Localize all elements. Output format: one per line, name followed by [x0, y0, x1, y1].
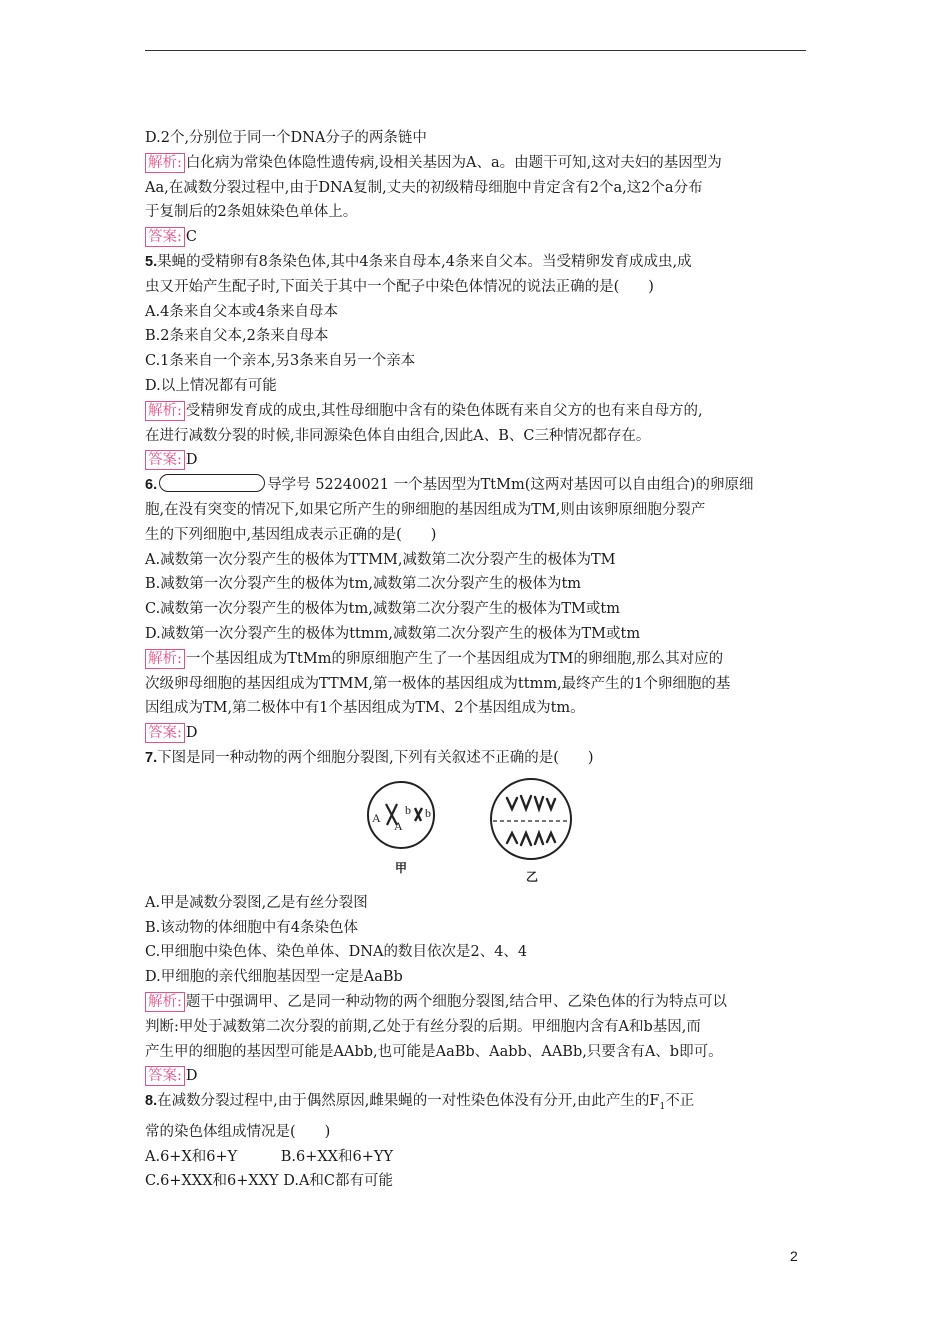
- explanation-label: 解析:: [145, 153, 185, 173]
- answer-label: 答案:: [145, 1066, 185, 1086]
- cell-yi-membrane: [491, 779, 571, 859]
- cell-label-yi: 乙: [526, 869, 539, 884]
- q6-explanation-line: 解析: 一个基因组成为TtMm的卵原细胞产生了一个基因组成为TM的卵细胞,那么其对应的: [145, 647, 810, 672]
- q4-explanation-line: 于复制后的2条姐妹染色单体上。: [145, 204, 358, 221]
- q5-answer: [145, 448, 810, 473]
- q7-option-b: B.该动物的体细胞中有4条染色体: [145, 919, 358, 936]
- q4-option-d: D.2个,分别位于同一个DNA分子的两条链中: [145, 130, 427, 146]
- q6-option-b: B.减数第一次分裂产生的极体为tm,减数第二次分裂产生的极体为tm: [145, 576, 582, 593]
- page-number: 2: [790, 1248, 798, 1264]
- q8-number: 8.: [145, 1093, 158, 1110]
- q7-answer: [145, 1064, 810, 1089]
- q5-answer-value: D: [185, 452, 198, 469]
- gene-label-a-1: A: [372, 810, 381, 825]
- q6-option-d: D.减数第一次分裂产生的极体为ttmm,减数第二次分裂产生的极体为TM或tm: [145, 625, 641, 642]
- q6-explanation-line: 次级卵母细胞的基因组成为TTMM,第一极体的基因组成为ttmm,最终产生的1个卵细胞的基: [145, 675, 731, 692]
- q5-option-d: D.以上情况都有可能: [145, 377, 277, 394]
- q4-explanation-line: 解析: 白化病为常染色体隐性遗传病,设相关基因为A、a。由题干可知,这对夫妇的基因型为: [145, 151, 810, 176]
- cell-yi-chromosomes-bottom: [507, 833, 555, 845]
- q4-answer: [145, 225, 810, 250]
- q8-options-row-2: C.6+XXX和6+XXY D.A和C都有可能: [145, 1173, 394, 1190]
- q5-number: 5.: [145, 253, 158, 270]
- answer-label: 答案:: [145, 227, 185, 247]
- cell-jia-chromosome-small: [415, 808, 422, 821]
- q7-option-c: C.甲细胞中染色体、染色单体、DNA的数目依次是2、4、4: [145, 944, 528, 961]
- q7-option-a: A.甲是减数分裂图,乙是有丝分裂图: [145, 894, 368, 911]
- q6-option-a: A.减数第一次分裂产生的极体为TTMM,减数第二次分裂产生的极体为TM: [145, 551, 616, 568]
- cell-diagram: [367, 771, 587, 889]
- q6-number: 6.: [145, 477, 158, 494]
- q5-option-a: A.4条来自父本或4条来自母本: [145, 303, 339, 320]
- page-content: [145, 126, 810, 1194]
- q7-explanation-line: 产生甲的细胞的基因型可能是AAbb,也可能是AaBb、Aabb、AABb,只要含有A、b即可。: [145, 1043, 723, 1060]
- q5-option-b: B.2条来自父本,2条来自母本: [145, 328, 329, 345]
- q6-answer-value: D: [185, 725, 198, 742]
- q8-stem: 常的染色体组成情况是( ): [145, 1123, 331, 1140]
- explanation-label: 解析:: [145, 401, 185, 421]
- q6-answer: [145, 721, 810, 746]
- q7-stem: 7.下图是同一种动物的两个细胞分裂图,下列有关叙述不正确的是( ): [145, 749, 594, 766]
- q5-option-c: C.1条来自一个亲本,另3条来自另一个亲本: [145, 353, 416, 370]
- q5-stem: 虫又开始产生配子时,下面关于其中一个配子中染色体情况的说法正确的是( ): [145, 278, 654, 295]
- q4-answer-value: C: [185, 229, 197, 246]
- gene-label-b-2: b: [425, 805, 431, 820]
- q8-stem: 8.在减数分裂过程中,由于偶然原因,雌果蝇的一对性染色体没有分开,由此产生的$F_1$不正: [145, 1093, 695, 1112]
- header-rule: [145, 50, 806, 51]
- q7-number: 7.: [145, 749, 158, 766]
- q8-options-row-1: A.6+X和6+Y B.6+XX和6+YY: [145, 1148, 394, 1165]
- guide-link-box[interactable]: [159, 474, 265, 492]
- q6-explanation-line: 因组成为TM,第二极体中有1个基因组成为TM、2个基因组成为tm。: [145, 700, 585, 717]
- q7-explanation-line: 判断:甲处于减数第二次分裂的前期,乙处于有丝分裂的后期。甲细胞内含有A和b基因,而: [145, 1018, 701, 1035]
- q6-option-c: C.减数第一次分裂产生的极体为tm,减数第二次分裂产生的极体为TM或tm: [145, 601, 620, 618]
- q7-explanation-line: 解析: 题干中强调甲、乙是同一种动物的两个细胞分裂图,结合甲、乙染色体的行为特点可以: [145, 990, 810, 1015]
- gene-label-a-2: A: [394, 818, 403, 833]
- q5-explanation-line: 在进行减数分裂的时候,非同源染色体自由组合,因此A、B、C三种情况都存在。: [145, 427, 651, 444]
- answer-label: 答案:: [145, 450, 185, 470]
- q7-answer-value: D: [185, 1068, 198, 1085]
- gene-label-b-1: b: [405, 802, 411, 817]
- q5-stem: 5.果蝇的受精卵有8条染色体,其中4条来自母本,4条来自父本。当受精卵发育成成虫,成: [145, 253, 692, 270]
- q8-subscript: 1: [659, 1101, 666, 1112]
- q5-explanation-line: 解析: 受精卵发育成的成虫,其性母细胞中含有的染色体既有来自父方的也有来自母方的,: [145, 399, 810, 424]
- q6-stem: 胞,在没有突变的情况下,如果它所产生的卵细胞的基因组成为TM,则由该卵原细胞分裂产: [145, 501, 706, 518]
- cell-division-figure: [145, 771, 810, 891]
- explanation-label: 解析:: [145, 992, 185, 1012]
- answer-label: 答案:: [145, 723, 185, 743]
- cell-yi-chromosomes-top: [507, 796, 555, 809]
- q6-stem: 生的下列细胞中,基因组成表示正确的是( ): [145, 526, 437, 543]
- q6-stem: 6. 导学号 52240021 一个基因型为TtMm(这两对基因可以自由组合)的卵原细: [145, 473, 810, 498]
- explanation-label: 解析:: [145, 649, 185, 669]
- cell-label-jia: 甲: [395, 860, 408, 875]
- q4-explanation-line: Aa,在减数分裂过程中,由于DNA复制,丈夫的初级精母细胞中肯定含有2个a,这2个a分布: [145, 179, 703, 196]
- q7-option-d: D.甲细胞的亲代细胞基因型一定是AaBb: [145, 969, 403, 986]
